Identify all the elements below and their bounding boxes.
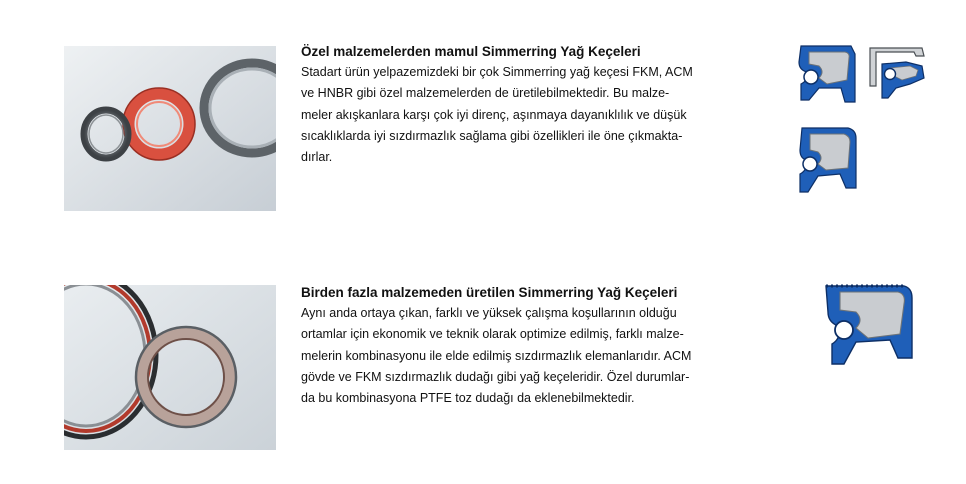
seal-photo-multimaterial [64, 285, 276, 450]
seal-profile-icon [796, 126, 858, 194]
seal-profile-icon [795, 44, 857, 104]
section-body-line: sıcaklıklarda iyi sızdırmazlık sağlama gibi özellikleri ile öne çıkmakta- [301, 128, 683, 143]
section-body-line: melerin kombinasyonu ile elde edilmiş sızdırmazlık elemanlarıdır. ACM [301, 348, 692, 363]
seal-profile-icon [822, 282, 914, 368]
section-body-line: Stadart ürün yelpazemizdeki bir çok Simmerring yağ keçesi FKM, ACM [301, 65, 693, 79]
section-body-line: da bu kombinasyona PTFE toz dudağı da eklenebilmektedir. [301, 391, 635, 406]
seal-photo-specialmaterials [64, 46, 276, 211]
section-body-line: Aynı anda ortaya çıkan, farklı ve yüksek çalışma koşullarının olduğu [301, 306, 677, 320]
section-multi-material [301, 282, 726, 409]
section-body-line: meler akışkanlara karşı çok iyi direnç, aşınmaya dayanıklılık ve düşük [301, 107, 687, 122]
section-title: Özel malzemelerden mamul Simmerring Yağ Keçeleri [301, 44, 641, 59]
seal-profile-icon [866, 44, 928, 100]
section-body-line: gövde ve FKM sızdırmazlık dudağı gibi yağ keçeleridir. Özel durumlar- [301, 369, 690, 384]
section-body-line: dırlar. [301, 150, 333, 165]
section-body-line: ve HNBR gibi özel malzemelerden de üretilebilmektedir. Bu malze- [301, 86, 670, 101]
section-title: Birden fazla malzemeden üretilen Simmerring Yağ Keçeleri [301, 285, 678, 300]
section-special-materials [301, 41, 726, 168]
section-body-line: ortamlar için ekonomik ve teknik olarak optimize edilmiş, farklı malze- [301, 327, 684, 342]
